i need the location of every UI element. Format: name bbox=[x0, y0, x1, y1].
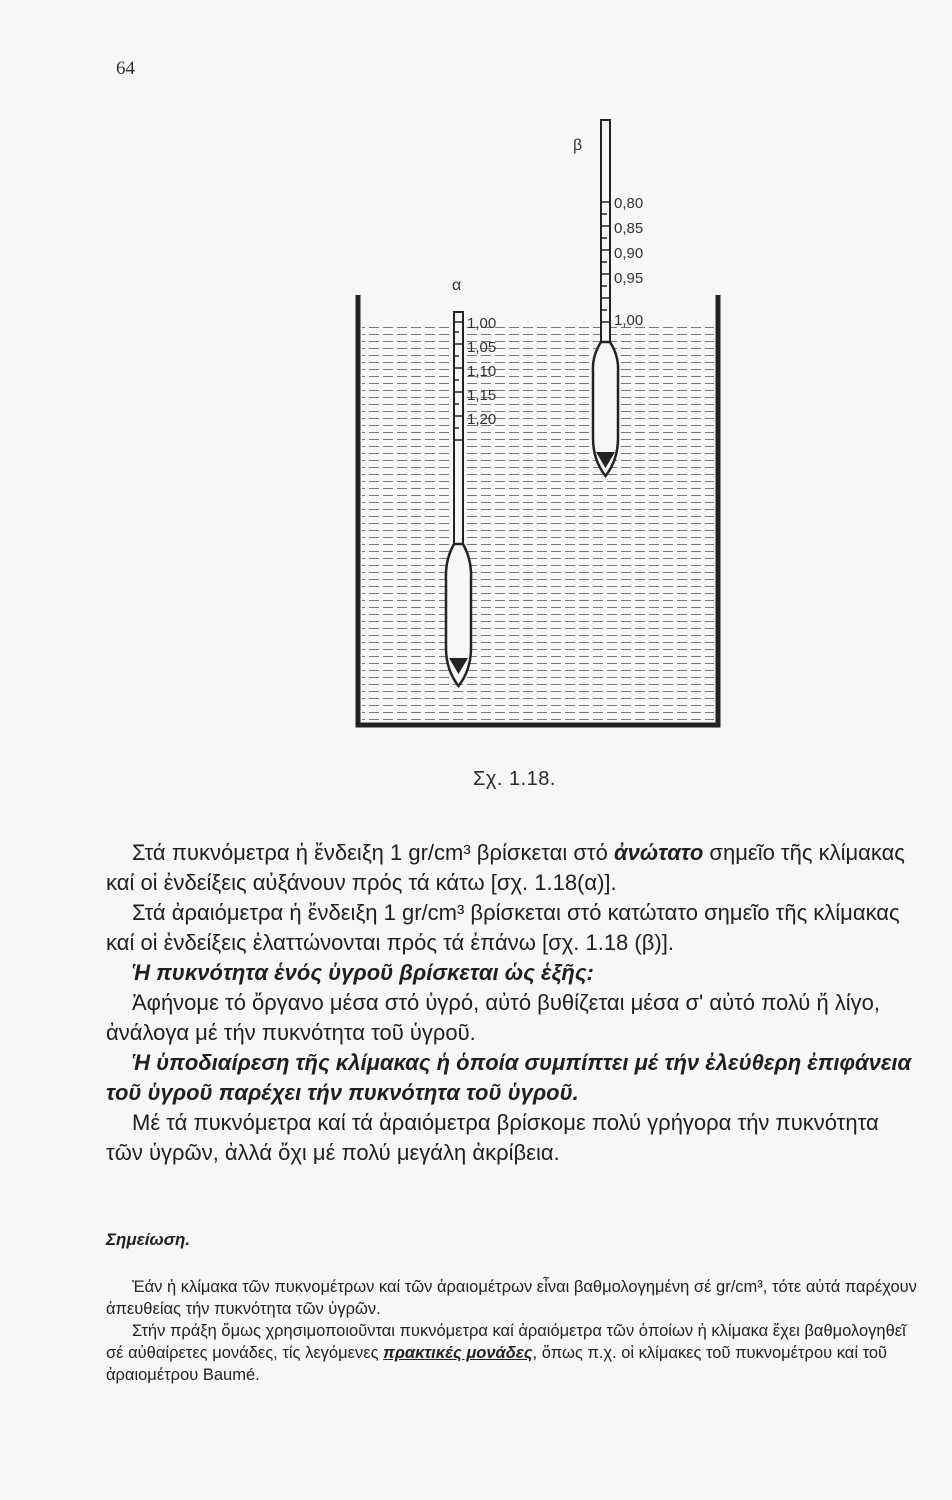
figure-caption: Σχ. 1.18. bbox=[473, 768, 556, 790]
scale-b-tick: 0,95 bbox=[614, 270, 644, 287]
label-b: β bbox=[573, 137, 583, 154]
scale-a-tick: 1,15 bbox=[467, 387, 497, 404]
scale-a-tick: 1,10 bbox=[467, 363, 497, 380]
scale-a-tick: 1,05 bbox=[467, 339, 497, 356]
label-a: α bbox=[452, 277, 462, 294]
scale-b-tick: 0,90 bbox=[614, 245, 644, 262]
emphasis: ἀνώτατο bbox=[613, 840, 704, 865]
highlight-paragraph: Ἡ ὑποδιαίρεση τῆς κλίμακας ἡ ὁποία συμπίπτει μέ τήν ἐλεύθερη ἐπιφάνεια τοῦ ὑγροῦ παρέχει τήν πυκνότητα τοῦ ὑγροῦ. bbox=[106, 1050, 912, 1105]
note-text bbox=[106, 1276, 918, 1386]
paragraph: Στά ἀραιόμετρα ἡ ἔνδειξη 1 gr/cm³ βρίσκεται στό κατώτατο σημεῖο τῆς κλίμακας καί οἱ ἐνδείξεις ἐλαττώνονται πρός τά ἐπάνω [σχ. 1.18 (β)]. bbox=[106, 900, 900, 955]
scale-a-tick: 1,00 bbox=[467, 315, 497, 332]
hydrometer-figure bbox=[340, 100, 740, 740]
note-heading: Σημείωση. bbox=[106, 1230, 191, 1249]
liquid-fill bbox=[362, 322, 714, 722]
scale-b-tick: 0,80 bbox=[614, 195, 644, 212]
scale-a-tick: 1,20 bbox=[467, 411, 497, 428]
page-number: 64 bbox=[116, 58, 135, 79]
scale-b-tick: 1,00 bbox=[614, 312, 644, 329]
paragraph: Μέ τά πυκνόμετρα καί τά ἀραιόμετρα βρίσκομε πολύ γρήγορα τήν πυκνότητα τῶν ὑγρῶν, ἀλλά ὄχι μέ πολύ μεγάλη ἀκρίβεια. bbox=[106, 1110, 879, 1165]
note-paragraph: Στήν πράξη ὅμως χρησιμοποιοῦνται πυκνόμετρα καί ἀραιόμετρα τῶν ὁποίων ἡ κλίμακα ἔχει βαθμολογηθεῖ σέ αὐθαίρετες μονάδες, τίς λεγόμενες πρακτικές μονάδες, ὅπως π.χ. οἱ κλίμακες τοῦ πυκνομέτρου καί τοῦ ἀραιομέτρου Baumé. bbox=[106, 1322, 906, 1384]
body-text bbox=[106, 838, 918, 1168]
paragraph: Στά πυκνόμετρα ἡ ἔνδειξη 1 gr/cm³ βρίσκεται στό ἀνώτατο σημεῖο τῆς κλίμακας καί οἱ ἐνδείξεις αὐξάνουν πρός τά κάτω [σχ. 1.18(α)]. bbox=[106, 840, 905, 895]
scale-b-tick: 0,85 bbox=[614, 220, 644, 237]
note-paragraph: Ἐάν ἡ κλίμακα τῶν πυκνομέτρων καί τῶν ἀραιομέτρων εἶναι βαθμολογημένη σέ gr/cm³, τότε αὐτά παρέχουν ἀπευθείας τήν πυκνότητα τῶν ὑγρῶν. bbox=[106, 1278, 917, 1318]
emphasis: πρακτικές μονάδες bbox=[383, 1344, 533, 1362]
paragraph: Ἀφήνομε τό ὄργανο μέσα στό ὑγρό, αὐτό βυθίζεται μέσα σ' αὐτό πολύ ἤ λίγο, ἀνάλογα μέ τήν πυκνότητα τοῦ ὑγροῦ. bbox=[106, 990, 881, 1045]
section-heading: Ἡ πυκνότητα ἑνός ὑγροῦ βρίσκεται ὡς ἑξῆς: bbox=[132, 960, 594, 985]
